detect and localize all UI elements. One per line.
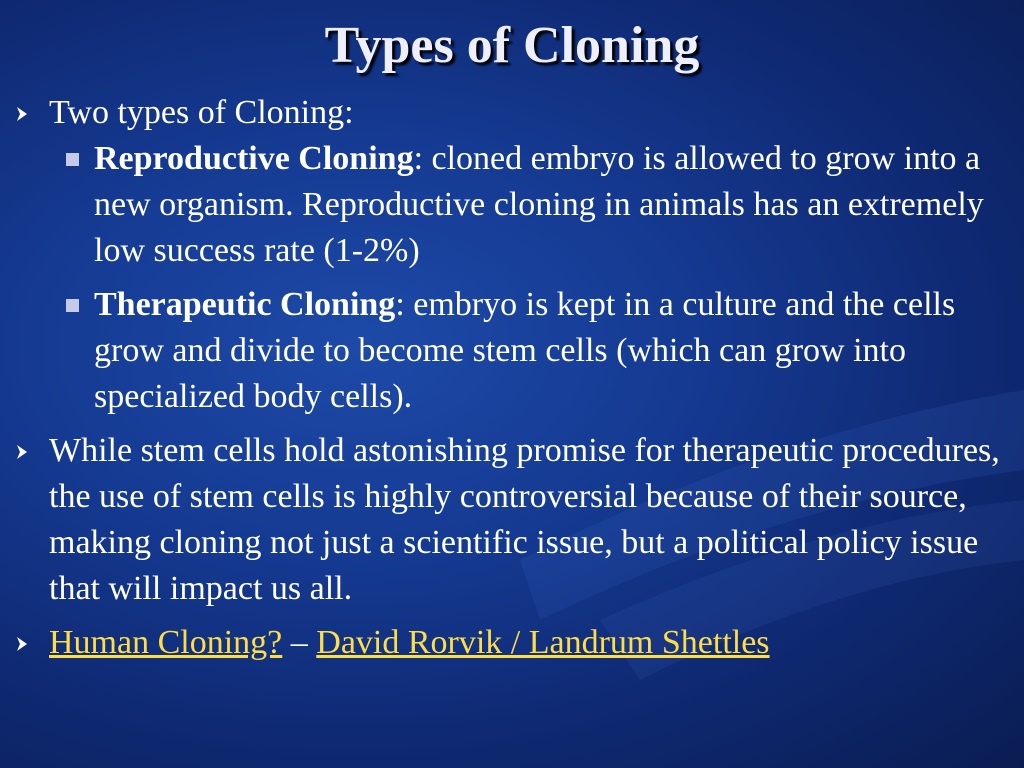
arrow-bullet-icon [12, 428, 32, 474]
sub-bullet-reproductive [0, 136, 1024, 274]
human-cloning-link[interactable]: Human Cloning? [49, 624, 283, 661]
definition-therapeutic: : embryo is kept in a culture and the cells grow and divide to become stem cells (which can grow into specialized body cells). [94, 286, 956, 415]
bullet-two-types [0, 90, 1024, 136]
link-separator: – [282, 624, 317, 661]
term-reproductive: Reproductive Cloning [94, 140, 414, 177]
slide-body [0, 90, 1024, 666]
bullet-text: While stem cells hold astonishing promise for therapeutic procedures, the use of stem cells is highly controversial because of their source, making cloning not just a scientific issue, but a political policy issue that will impact us all. [49, 432, 1000, 607]
definition-reproductive: : cloned embryo is allowed to grow into a new organism. Reproductive cloning in animals has an extremely low success rate (1-2%) [94, 140, 984, 269]
term-therapeutic: Therapeutic Cloning [94, 286, 396, 323]
square-bullet-icon [66, 153, 79, 166]
bullet-text: Two types of Cloning: [49, 94, 354, 131]
bullet-stem-cells [0, 428, 1024, 612]
arrow-bullet-icon [12, 90, 32, 136]
square-bullet-icon [66, 299, 79, 312]
bullet-links [0, 620, 1024, 666]
sub-bullet-therapeutic [0, 282, 1024, 420]
rorvik-shettles-link[interactable]: David Rorvik / Landrum Shettles [316, 624, 770, 661]
arrow-bullet-icon [12, 620, 32, 666]
slide-title: Types of Cloning [324, 17, 700, 74]
